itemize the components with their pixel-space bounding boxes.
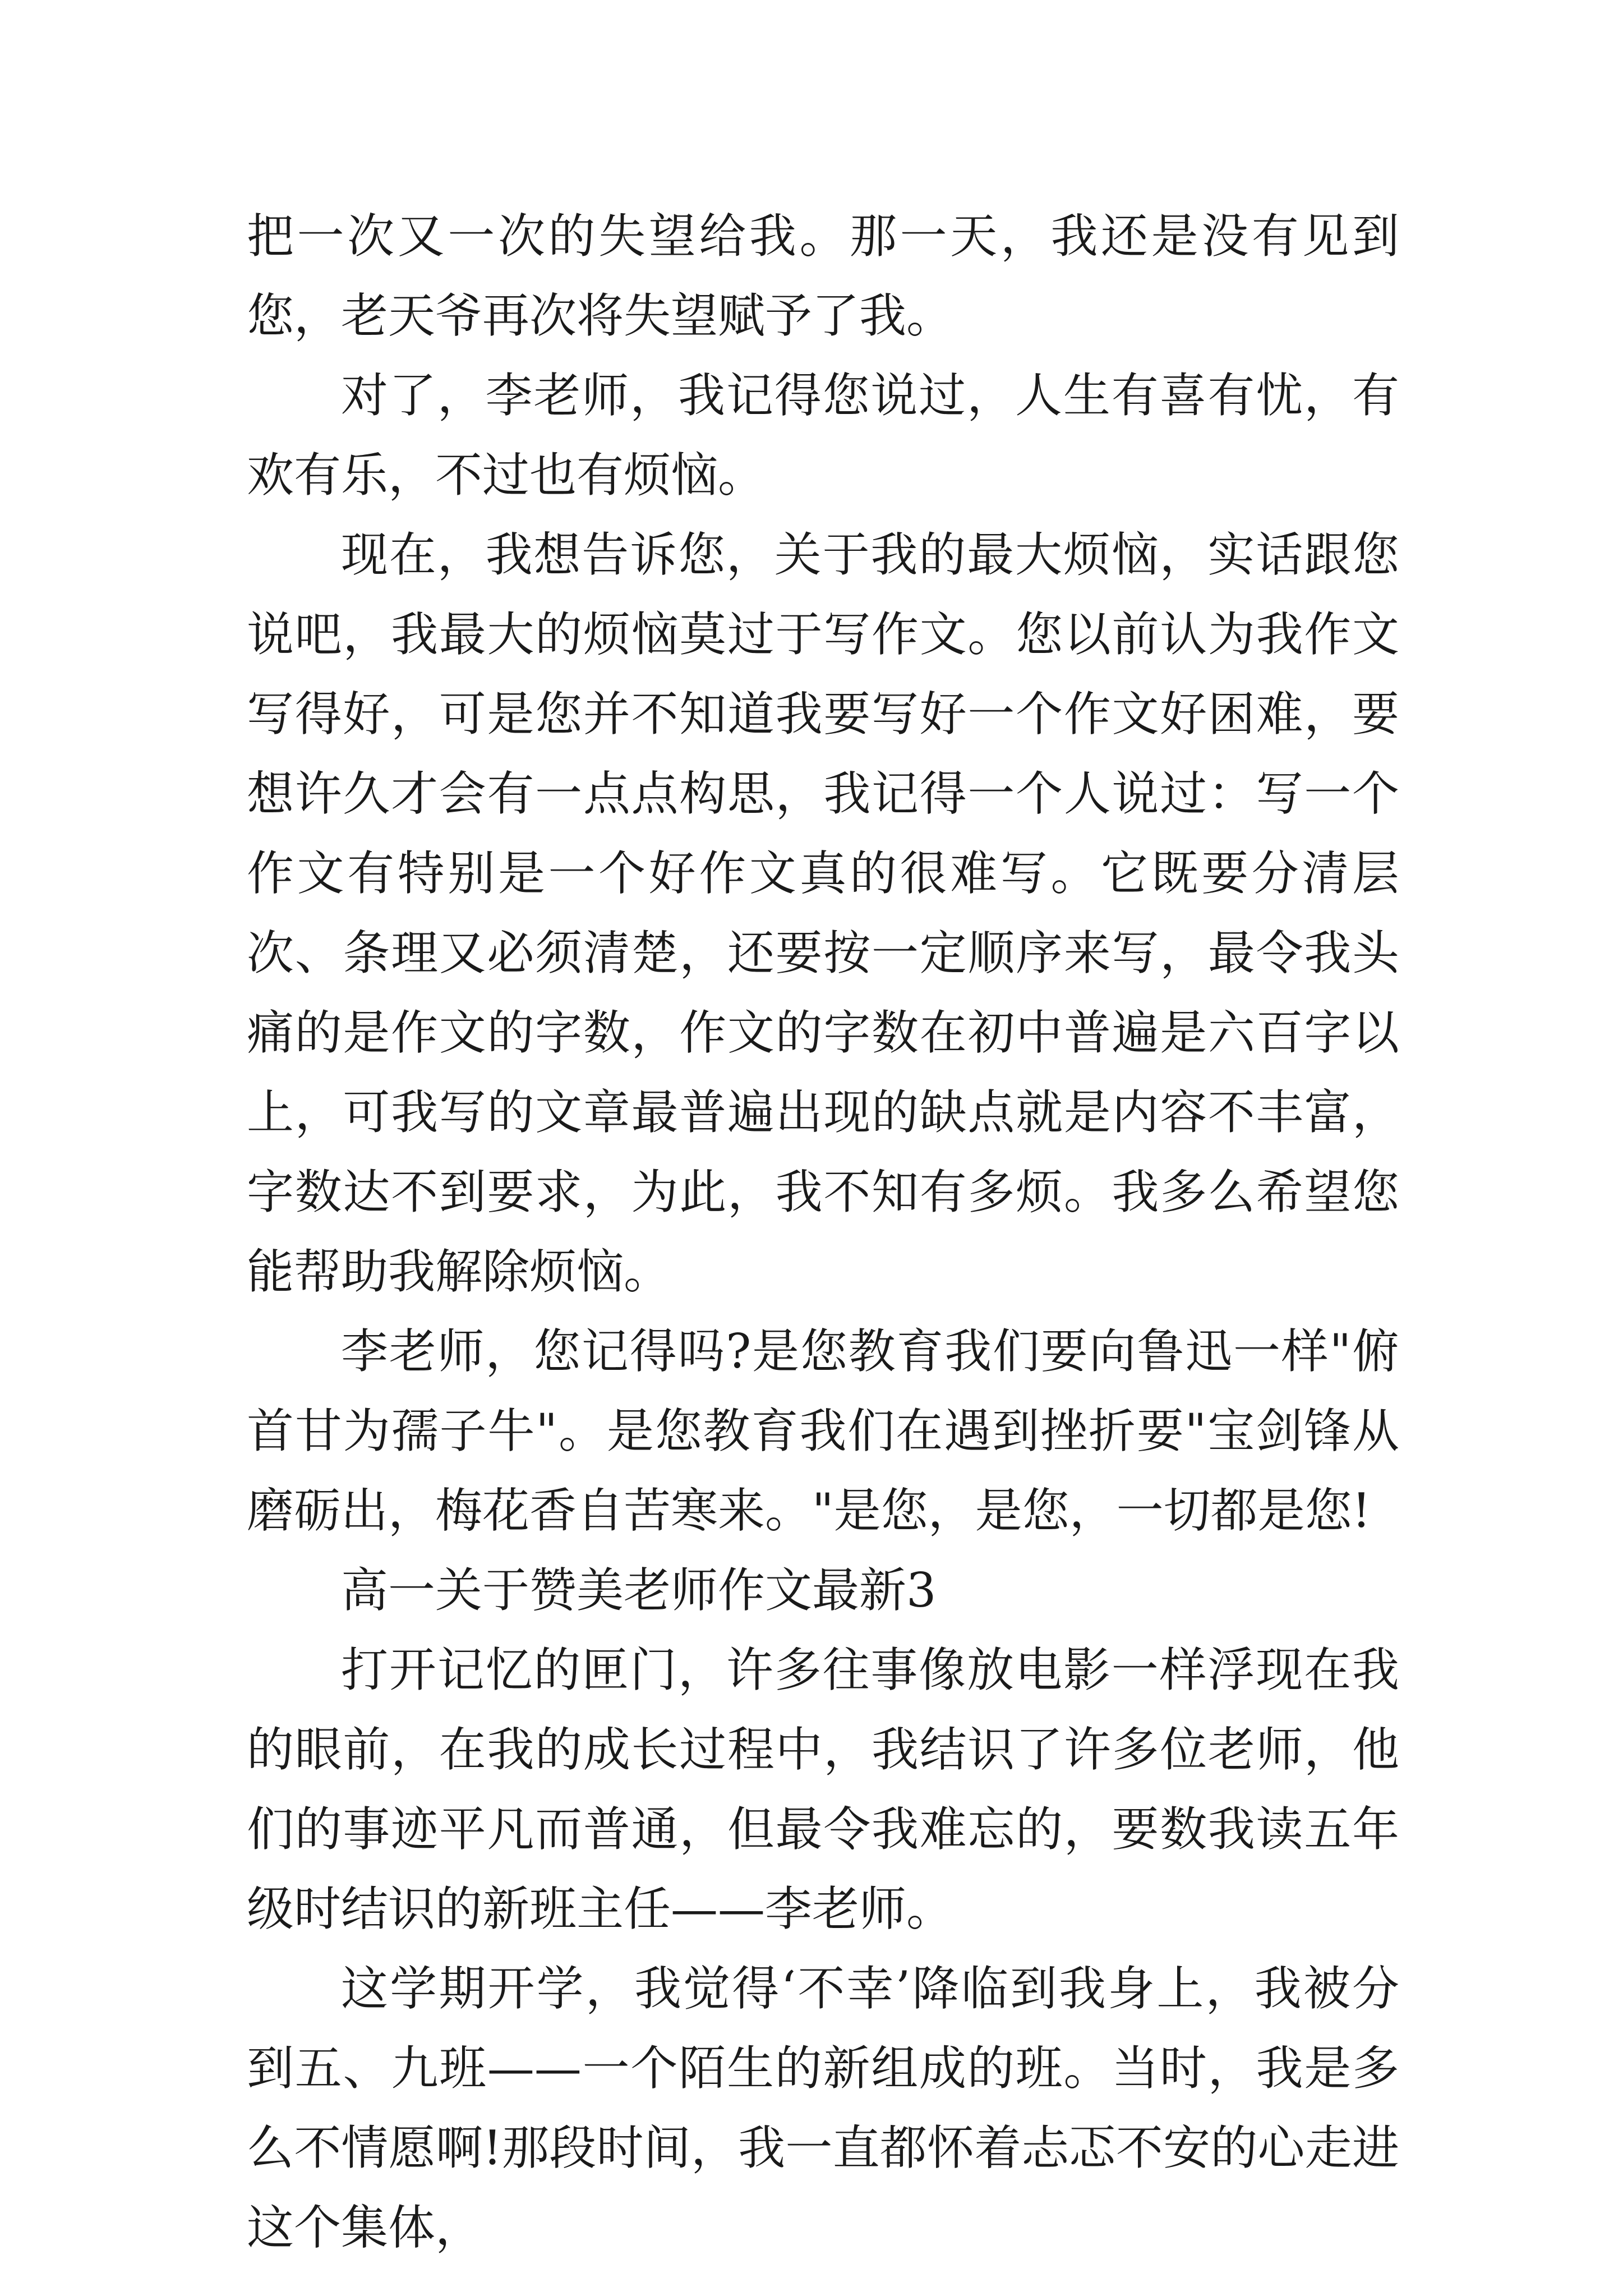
section-heading: 高一关于赞美老师作文最新3: [341, 1563, 937, 1618]
paragraph-1: 把一次又一次的失望给我。那一天，我还是没有见到您，老天爷再次将失望赋予了我。: [247, 209, 1399, 343]
paragraph-2: 对了，李老师，我记得您说过，人生有喜有忧，有欢有乐，不过也有烦恼。: [247, 368, 1399, 503]
paragraph-5: 打开记忆的匣门，许多往事像放电影一样浮现在我的眼前，在我的成长过程中，我结识了许多位老师，他们的事迹平凡而普通，但最令我难忘的，要数我读五年级时结识的新班主任——李老师。: [247, 1642, 1399, 1936]
paragraph-6: 这学期开学，我觉得‘不幸’降临到我身上，我被分到五、九班——一个陌生的新组成的班。当时，我是多么不情愿啊!那段时间，我一直都怀着忐忑不安的心走进这个集体，: [247, 1961, 1399, 2255]
paragraph-4: 李老师，您记得吗?是您教育我们要向鲁迅一样"俯首甘为孺子牛"。是您教育我们在遇到挫折要"宝剑锋从磨砺出，梅花香自苦寒来。"是您，是您，一切都是您!: [247, 1324, 1399, 1538]
document-body: [247, 196, 1399, 2267]
paragraph-3: 现在，我想告诉您，关于我的最大烦恼，实话跟您说吧，我最大的烦恼莫过于写作文。您以前认为我作文写得好，可是您并不知道我要写好一个作文好困难，要想许久才会有一点点构思，我记得一个人说过：写一个作文有特别是一个好作文真的很难写。它既要分清层次、条理又必须清楚，还要按一定顺序来写，最令我头痛的是作文的字数，作文的字数在初中普遍是六百字以上，可我写的文章最普遍出现的缺点就是内容不丰富，字数达不到要求，为此，我不知有多烦。我多么希望您能帮助我解除烦恼。: [247, 527, 1399, 1299]
